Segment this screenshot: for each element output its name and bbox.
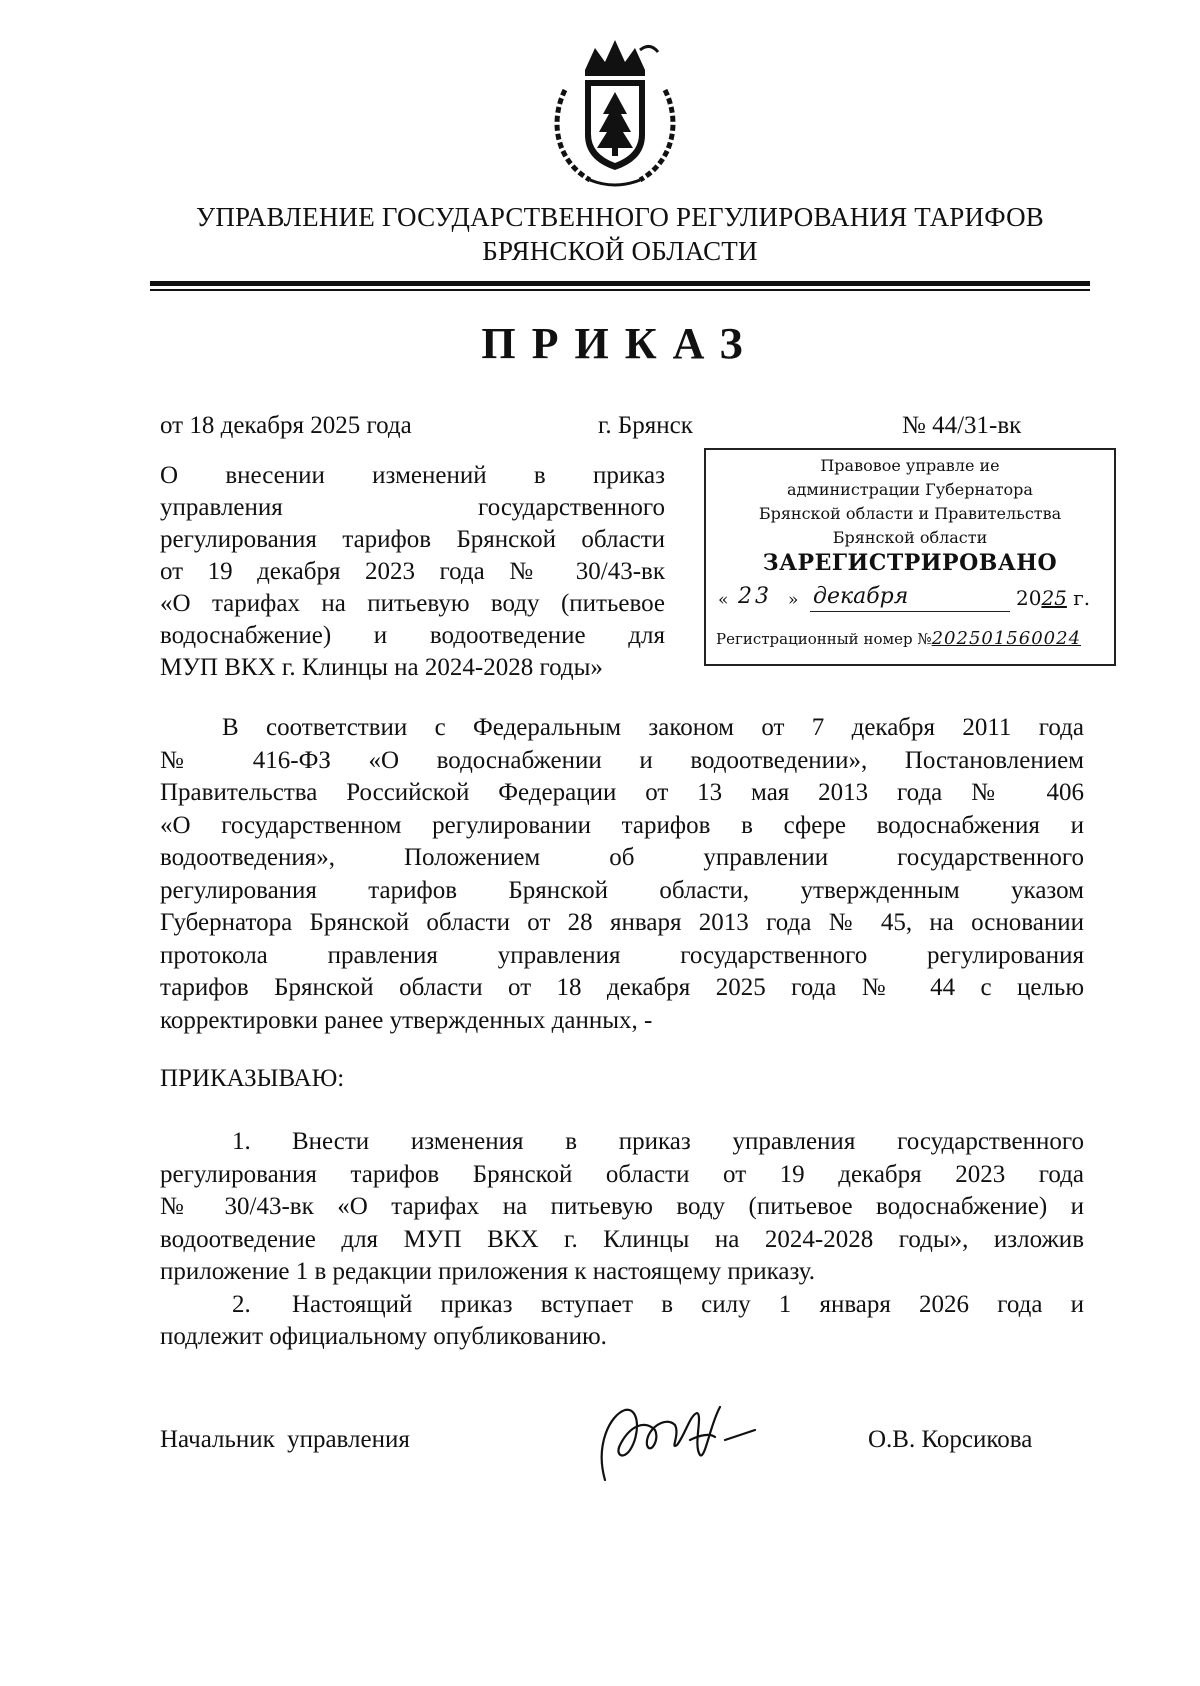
stamp-date-underline xyxy=(810,611,1010,612)
stamp-year xyxy=(1016,586,1090,610)
preamble-line: Губернатора Брянской области от 28 января 2013 года № 45, на основании xyxy=(160,909,1084,936)
stamp-close-quote: » xyxy=(788,590,799,610)
header-rule-thick xyxy=(150,281,1090,286)
item-text: Внести изменения в приказ управления государственного xyxy=(292,1128,1084,1155)
document-title: ПРИКАЗ xyxy=(481,319,759,368)
preamble-line: тарифов Брянской области от 18 декабря 2025 года № 44 с целью xyxy=(160,974,1084,1001)
order-directive: ПРИКАЗЫВАЮ: xyxy=(160,1065,345,1092)
stamp-registration xyxy=(716,628,1108,649)
item-line xyxy=(160,1289,1084,1322)
item-number: 2. xyxy=(232,1290,251,1318)
preamble-line: регулирования тарифов Брянской области, утвержденным указом xyxy=(160,876,1084,904)
stamp-year-suffix: г. xyxy=(1073,586,1091,610)
stamp-day: 23 xyxy=(738,584,772,609)
preamble-line: В соответствии с Федеральным законом от 7 декабря 2011 года xyxy=(222,714,1084,741)
signatory-title: Начальник управления xyxy=(160,1426,410,1453)
stamp-date xyxy=(718,584,1106,618)
preamble-line: № 416-ФЗ «О водоснабжении и водоотведении», Постановлением xyxy=(160,746,1084,774)
preamble-line: водоотведения», Положением об управлении государственного xyxy=(160,844,1084,871)
item-line: приложение 1 в редакции приложения к настоящему приказу. xyxy=(160,1258,816,1285)
document-subject xyxy=(160,460,665,684)
stamp-reg-label: Регистрационный номер № xyxy=(716,630,932,648)
preamble-line: «О государственном регулировании тарифов в сфере водоснабжения и xyxy=(160,811,1084,839)
order-items xyxy=(160,1126,1084,1354)
item-line: водоотведение для МУП ВКХ г. Клинцы на 2024-2028 годы», изложив xyxy=(160,1225,1084,1253)
coat-of-arms-icon xyxy=(545,30,685,190)
signatory-name: О.В. Корсикова xyxy=(868,1426,1033,1453)
subject-line: регулирования тарифов Брянской области xyxy=(160,526,665,553)
item-line: подлежит официальному опубликованию. xyxy=(160,1323,607,1350)
preamble-line: Правительства Российской Федерации от 13 мая 2013 года № 406 xyxy=(160,779,1084,806)
stamp-reg-number: 202501560024 xyxy=(931,628,1082,649)
stamp-status: ЗАРЕГИСТРИРОВАНО xyxy=(762,550,1058,576)
stamp-line: Правовое управле ие xyxy=(820,456,1000,475)
organization-name-line1: УПРАВЛЕНИЕ ГОСУДАРСТВЕННОГО РЕГУЛИРОВАНИЯ ТАРИФОВ xyxy=(196,202,1044,232)
header-rule-thin xyxy=(150,289,1090,291)
organization-name-line2: БРЯНСКОЙ ОБЛАСТИ xyxy=(482,236,758,266)
subject-line: водоснабжение) и водоотведение для xyxy=(160,622,665,649)
item-text: Настоящий приказ вступает в силу 1 января 2026 года и xyxy=(292,1290,1084,1318)
subject-line: МУП ВКХ г. Клинцы на 2024-2028 годы» xyxy=(160,654,603,681)
subject-line: О внесении изменений в приказ xyxy=(160,462,665,489)
stamp-line: администрации Губернатора xyxy=(787,480,1033,499)
stamp-line: Брянской области xyxy=(832,528,988,547)
subject-line: от 19 декабря 2023 года № 30/43-вк xyxy=(160,558,665,585)
subject-line: управления государственного xyxy=(160,494,665,521)
preamble-paragraph xyxy=(160,712,1084,1037)
preamble-line: протокола правления управления государственного регулирования xyxy=(160,941,1084,969)
item-line: № 30/43-вк «О тарифах на питьевую воду (питьевое водоснабжение) и xyxy=(160,1193,1084,1220)
stamp-open-quote: « xyxy=(718,590,729,610)
stamp-year-hand: 25 xyxy=(1041,586,1067,610)
item-line xyxy=(160,1126,1084,1159)
preamble-line: корректировки ранее утвержденных данных, - xyxy=(160,1006,653,1034)
item-number: 1. xyxy=(232,1128,251,1155)
document-date: от 18 декабря 2025 года xyxy=(160,412,412,439)
stamp-line: Брянской области и Правительства xyxy=(758,504,1062,523)
stamp-month: декабря xyxy=(813,584,909,609)
registration-stamp xyxy=(704,448,1116,666)
subject-line: «О тарифах на питьевую воду (питьевое xyxy=(160,590,665,617)
document-number: № 44/31-вк xyxy=(902,412,1022,439)
stamp-year-prefix: 20 xyxy=(1016,586,1042,610)
item-line: регулирования тарифов Брянской области от 19 декабря 2023 года xyxy=(160,1160,1084,1188)
document-city: г. Брянск xyxy=(598,412,693,439)
handwritten-signature-icon xyxy=(585,1385,765,1495)
